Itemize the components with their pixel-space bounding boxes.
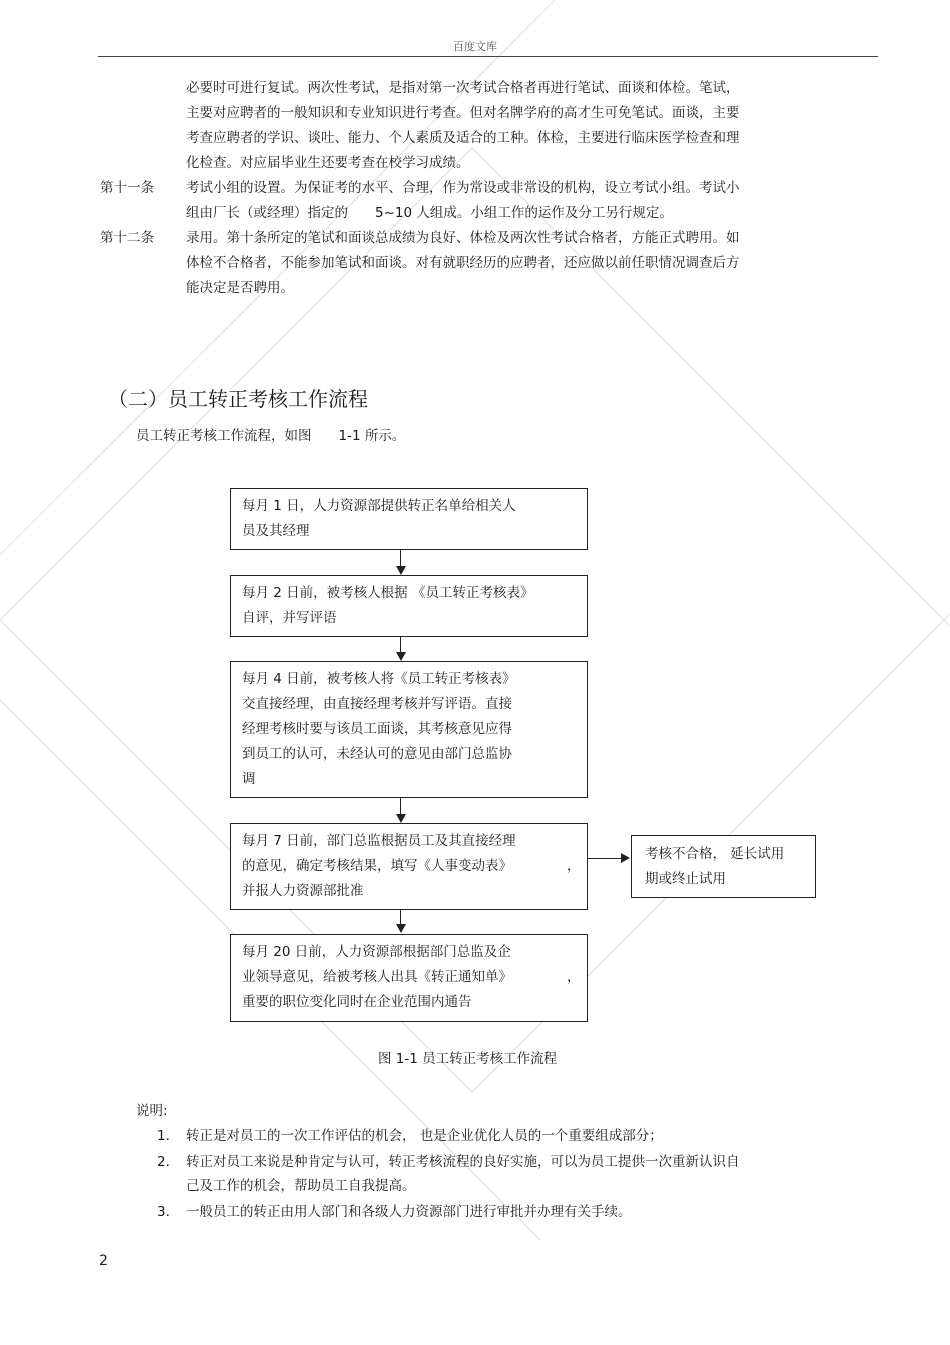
flow-step-1-line: 每月 1 日，人力资源部提供转正名单给相关人 — [242, 498, 516, 514]
flow-step-2-line: 自评，并写评语 — [242, 610, 337, 626]
flow-step-4-line: 每月 7 日前，部门总监根据员工及其直接经理 — [242, 833, 516, 849]
arrow-right-icon — [621, 853, 630, 863]
arrow-down-icon — [396, 566, 406, 575]
page-number: 2 — [99, 1253, 108, 1269]
connector-line — [400, 550, 401, 567]
flow-step-1-line: 员及其经理 — [242, 523, 310, 539]
flow-step-5-line: 每月 20 日前，人力资源部根据部门总监及企 — [242, 944, 511, 960]
flow-step-1 — [230, 488, 588, 550]
page-header-title: 百度文库 — [453, 40, 497, 53]
flow-step-3-line: 调 — [242, 771, 256, 787]
branch-connector-line — [588, 858, 622, 859]
arrow-down-icon — [396, 814, 406, 823]
section-title: （二）员工转正考核工作流程 — [108, 387, 368, 411]
note-number: 3. — [157, 1204, 170, 1220]
note-text: 己及工作的机会，帮助员工自我提高。 — [186, 1178, 416, 1194]
flow-side-line: 期或终止试用 — [645, 871, 726, 887]
figure-caption: 图 1-1 员工转正考核工作流程 — [378, 1051, 558, 1067]
flow-step-3-line: 交直接经理，由直接经理考核并写评语。直接 — [242, 696, 512, 712]
note-text: 一般员工的转正由用人部门和各级人力资源部门进行审批并办理有关手续。 — [186, 1204, 632, 1220]
flow-step-3 — [230, 661, 588, 798]
paragraph-line: 考查应聘者的学识、谈吐、能力、个人素质及适合的工种。体检，主要进行临床医学检查和理 — [186, 130, 740, 146]
paragraph-line: 必要时可进行复试。两次性考试，是指对第一次考试合格者再进行笔试、面谈和体检。笔试， — [186, 80, 740, 96]
section-intro: 员工转正考核工作流程，如图 1-1 所示。 — [136, 428, 406, 444]
article-11-label: 第十一条 — [100, 180, 154, 196]
connector-line — [400, 637, 401, 653]
note-text: 转正对员工来说是种肯定与认可，转正考核流程的良好实施，可以为员工提供一次重新认识自 — [186, 1154, 740, 1170]
arrow-down-icon — [396, 924, 406, 933]
header-rule — [98, 56, 878, 57]
article-12-line: 录用。第十条所定的笔试和面谈总成绩为良好、体检及两次性考试合格者，方能正式聘用。如 — [186, 230, 740, 246]
flow-step-3-line: 到员工的认可，未经认可的意见由部门总监协 — [242, 746, 512, 762]
flow-step-2-line: 每月 2 日前，被考核人根据 《员工转正考核表》 — [242, 585, 534, 601]
flow-step-2 — [230, 575, 588, 637]
article-12-line: 体检不合格者，不能参加笔试和面谈。对有就职经历的应聘者，还应做以前任职情况调查后方 — [186, 255, 740, 271]
article-11-line: 组由厂长（或经理）指定的 5~10 人组成。小组工作的运作及分工另行规定。 — [186, 205, 673, 221]
article-11-line: 考试小组的设置。为保证考的水平、合理，作为常设或非常设的机构，设立考试小组。考试小 — [186, 180, 740, 196]
notes-label: 说明: — [136, 1103, 168, 1119]
paragraph-line: 化检查。对应届毕业生还要考查在校学习成绩。 — [186, 155, 470, 171]
flow-step-5 — [230, 934, 588, 1022]
flow-step-4-line: 并报人力资源部批准 — [242, 883, 364, 899]
flow-side-fail — [631, 835, 816, 898]
note-number: 1. — [157, 1128, 170, 1144]
flow-step-3-line: 每月 4 日前，被考核人将《员工转正考核表》 — [242, 671, 516, 687]
note-number: 2. — [157, 1154, 170, 1170]
connector-line — [400, 798, 401, 815]
connector-line — [400, 910, 401, 925]
flow-step-4-line: 的意见，确定考核结果，填写《人事变动表》 — [242, 858, 512, 874]
flow-step-4 — [230, 823, 588, 910]
flow-side-line: 考核不合格， 延长试用 — [645, 846, 785, 862]
flow-step-5-line: 重要的职位变化同时在企业范围内通告 — [242, 994, 472, 1010]
paragraph-line: 主要对应聘者的一般知识和专业知识进行考查。但对名牌学府的高才生可免笔试。面谈，主要 — [186, 105, 740, 121]
article-12-line: 能决定是否聘用。 — [186, 280, 294, 296]
arrow-down-icon — [396, 652, 406, 661]
flow-step-5-line: 业领导意见，给被考核人出具《转正通知单》 — [242, 969, 512, 985]
flow-step-4-comma: ， — [567, 858, 581, 874]
flow-step-3-line: 经理考核时要与该员工面谈，其考核意见应得 — [242, 721, 512, 737]
flow-step-5-comma: ， — [567, 969, 581, 985]
note-text: 转正是对员工的一次工作评估的机会， 也是企业优化人员的一个重要组成部分； — [186, 1128, 663, 1144]
article-12-label: 第十二条 — [100, 230, 154, 246]
